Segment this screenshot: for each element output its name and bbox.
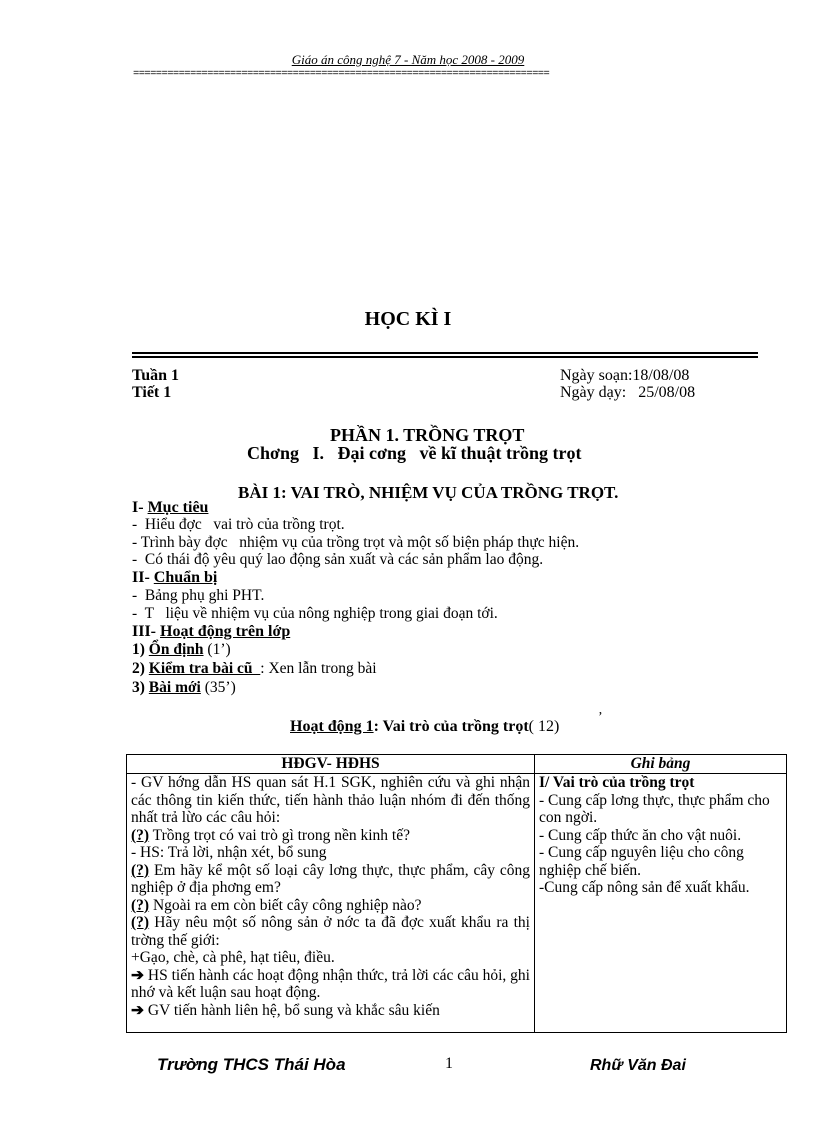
arrow-text: GV tiến hành liên hệ, bổ sung và khắc sâu kiến bbox=[144, 1001, 440, 1019]
objective-item: - Trình bày đợc nhiệm vụ của trồng trọt và một số biện pháp thực hiện. bbox=[132, 534, 580, 551]
double-divider bbox=[132, 352, 758, 358]
footer-page-number: 1 bbox=[445, 1055, 453, 1072]
activity-step bbox=[132, 660, 377, 678]
section-preparation bbox=[132, 569, 217, 587]
question-text: Em hãy kể một số loại cây lơng thực, thực phẩm, cây công nghiệp ở địa phơng em? bbox=[131, 861, 530, 896]
part-title: PHẦN 1. TRỒNG TRỌT bbox=[330, 425, 525, 445]
section-number: III- bbox=[132, 623, 157, 640]
question-text: Hãy nêu một số nông sản ở nớc ta đã đợc xuất khẩu ra thị trờng thế giới: bbox=[131, 914, 530, 949]
board-item: - Cung cấp lơng thực, thực phẩm cho con ngời. bbox=[539, 791, 770, 826]
arrow-text: HS tiến hành các hoạt động nhận thức, trả lời các câu hỏi, ghi nhớ và kết luận sau hoạt động. bbox=[131, 966, 530, 1001]
activity-time: ( 12) bbox=[528, 718, 560, 735]
question-mark: (?) bbox=[131, 896, 150, 914]
header-board-notes: Ghi bảng bbox=[535, 755, 787, 774]
question-line bbox=[131, 827, 530, 845]
activity-label: Hoạt động 1 bbox=[290, 718, 374, 735]
question-mark: (?) bbox=[131, 861, 150, 879]
step-number: 1) bbox=[132, 641, 145, 658]
activity-step bbox=[132, 641, 231, 659]
board-item: - Cung cấp thức ăn cho vật nuôi. bbox=[539, 826, 742, 844]
objective-item: - Hiểu đợc vai trò của trồng trọt. bbox=[132, 516, 345, 533]
period-label: Tiết 1 bbox=[132, 384, 172, 401]
question-text: Trồng trọt có vai trò gì trong nền kinh tế? bbox=[149, 826, 410, 844]
table-line: +Gạo, chè, cà phê, hạt tiêu, điều. bbox=[131, 949, 335, 966]
section-activities bbox=[132, 623, 290, 641]
arrow-icon: ➔ bbox=[131, 1001, 144, 1019]
objective-item: - Có thái độ yêu quý lao động sản xuất và các sản phẩm lao động. bbox=[132, 551, 544, 568]
question-mark: (?) bbox=[131, 914, 150, 931]
semester-title: HỌC KÌ I bbox=[364, 308, 452, 330]
step-detail: (1’) bbox=[203, 641, 231, 658]
header-rule: ========================================================================= bbox=[133, 68, 550, 80]
question-text: Ngoài ra em còn biết cây công nghiệp nào? bbox=[149, 896, 422, 914]
table-header-row bbox=[127, 755, 787, 774]
arrow-line bbox=[131, 1002, 530, 1020]
activity-title bbox=[290, 718, 559, 736]
table-row bbox=[127, 774, 787, 1033]
board-item: -Cung cấp nông sản để xuất khẩu. bbox=[539, 879, 750, 896]
table-line: - GV hớng dẫn HS quan sát H.1 SGK, nghiên cứu và ghi nhận các thông tin kiến thức, tiến hành thảo luận nhóm đi đến thống nhất trả lừo các câu hỏi: bbox=[131, 774, 530, 826]
section-label: Hoạt động trên lớp bbox=[160, 623, 291, 640]
page-header-title: Giáo án công nghệ 7 - Năm học 2008 - 2009 bbox=[291, 52, 525, 67]
chapter-title: Chơng I. Đại cơng về kĩ thuật trồng trọt bbox=[247, 443, 582, 463]
week-label: Tuần 1 bbox=[132, 367, 179, 384]
preparation-item: - Bảng phụ ghi PHT. bbox=[132, 587, 265, 604]
step-detail: : Xen lẫn trong bài bbox=[260, 660, 377, 677]
footer-school: Trường THCS Thái Hòa bbox=[157, 1055, 346, 1074]
question-line bbox=[131, 897, 530, 915]
step-label: Kiểm tra bài cũ bbox=[148, 660, 261, 677]
arrow-icon: ➔ bbox=[131, 966, 144, 984]
section-label: Mục tiêu bbox=[147, 499, 209, 516]
footer-author: Rhữ Văn Đai bbox=[590, 1057, 686, 1074]
board-notes-column bbox=[535, 774, 787, 1033]
teach-date: Ngày dạy: 25/08/08 bbox=[560, 384, 696, 401]
question-line bbox=[131, 862, 530, 897]
step-number: 3) bbox=[132, 679, 145, 696]
activity-subject: : Vai trò của trồng trọt bbox=[373, 718, 529, 735]
step-number: 2) bbox=[132, 660, 145, 677]
lesson-title: BÀI 1: VAI TRÒ, NHIỆM VỤ CỦA TRỒNG TRỌT. bbox=[238, 483, 619, 502]
step-label: Ổn định bbox=[148, 641, 204, 658]
table-line: - HS: Trả lời, nhận xét, bổ sung bbox=[131, 844, 327, 861]
step-label: Bài mới bbox=[148, 679, 201, 696]
header-teacher-student: HĐGV- HĐHS bbox=[127, 755, 535, 774]
step-detail: (35’) bbox=[200, 679, 236, 696]
board-item: - Cung cấp nguyên liệu cho công nghiệp chế biến. bbox=[539, 844, 744, 879]
prep-date: Ngày soạn:18/08/08 bbox=[560, 367, 690, 384]
arrow-line bbox=[131, 967, 530, 1002]
board-heading: I/ Vai trò của trồng trọt bbox=[539, 774, 695, 791]
activity-time-tick: ’ bbox=[598, 710, 603, 725]
teacher-student-column bbox=[127, 774, 535, 1033]
section-objectives bbox=[132, 499, 208, 517]
question-line bbox=[131, 914, 530, 949]
question-mark: (?) bbox=[131, 826, 150, 844]
preparation-item: - T liệu về nhiệm vụ của nông nghiệp trong giai đoạn tới. bbox=[132, 605, 498, 622]
lesson-table bbox=[126, 754, 787, 1033]
section-number: I- bbox=[132, 499, 144, 516]
section-label: Chuẩn bị bbox=[153, 569, 218, 586]
activity-step bbox=[132, 679, 236, 697]
section-number: II- bbox=[132, 569, 150, 586]
